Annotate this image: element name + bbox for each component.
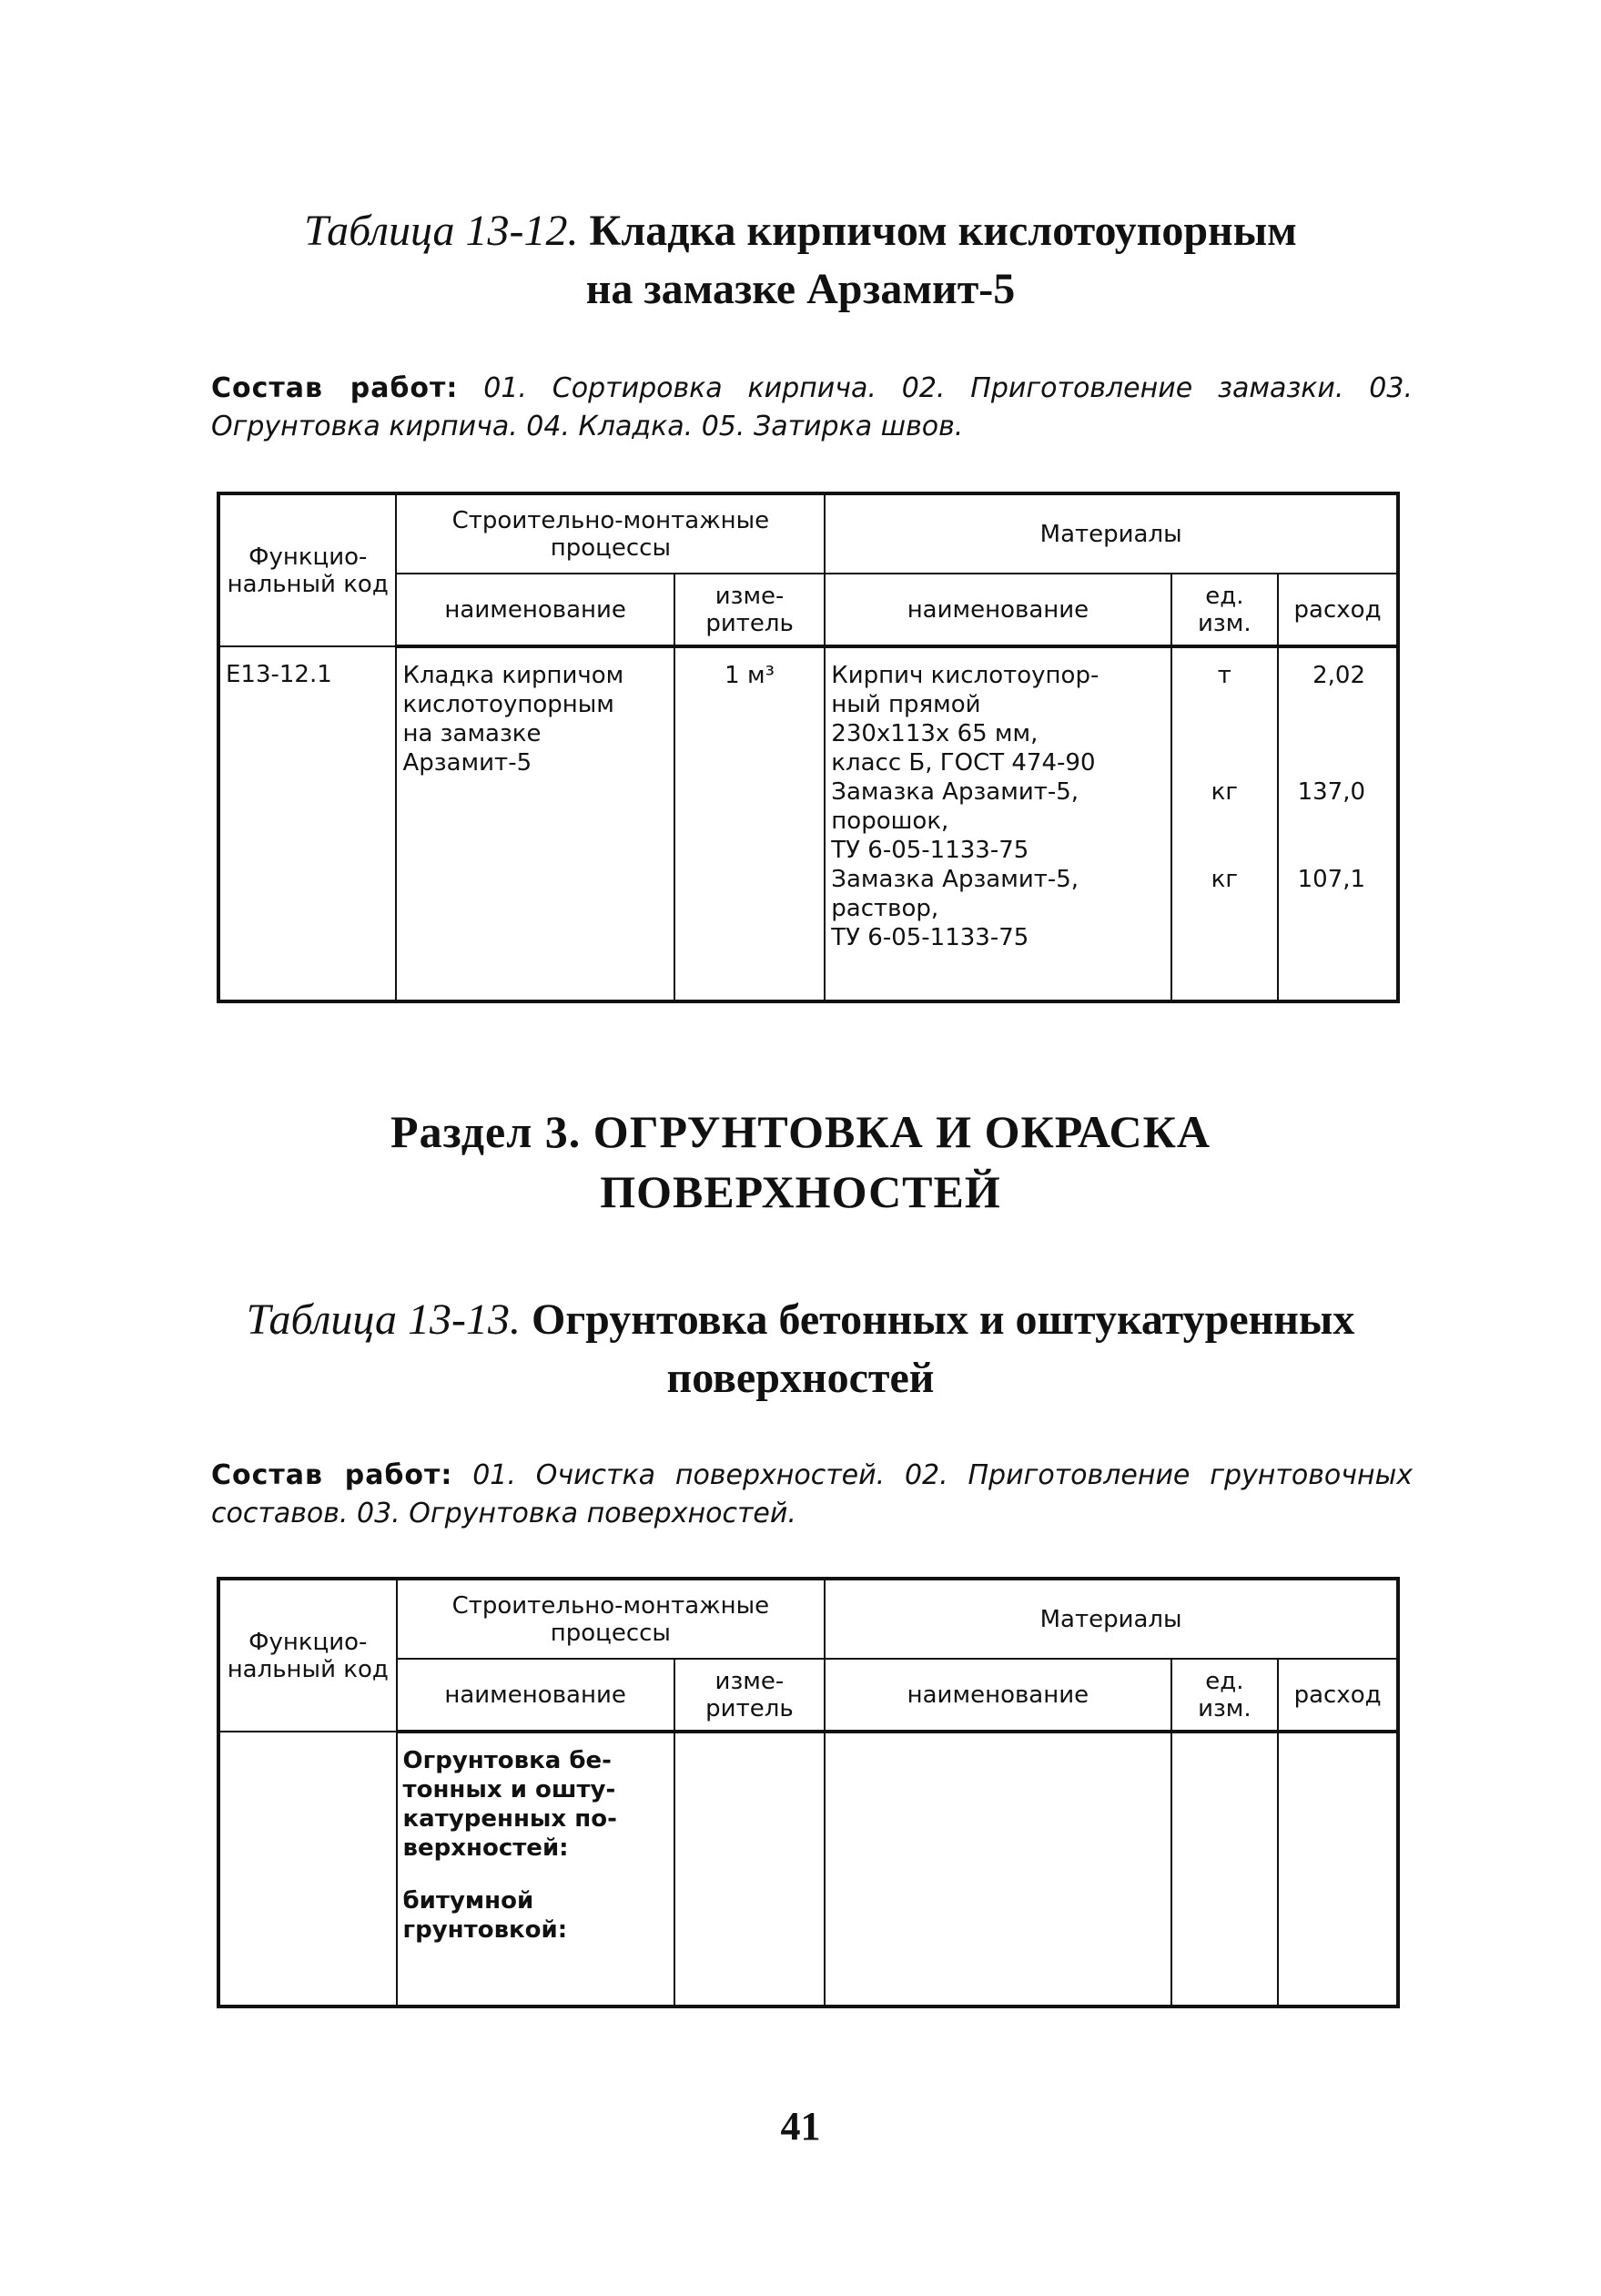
cell-materials — [825, 646, 1170, 1001]
header-process-name: наименование — [396, 574, 674, 646]
header-code: Функцио-нальный код — [218, 493, 396, 646]
table2-title-label: Таблица 13-13. — [246, 1295, 521, 1344]
header-materials: Материалы — [825, 493, 1398, 574]
cell-rates — [1278, 646, 1398, 1001]
header-processes: Строительно-монтажные процессы — [397, 1579, 826, 1659]
process-line: кислотоупорным — [402, 691, 614, 718]
material-line: ТУ 6-05-1133-75 — [831, 837, 1029, 864]
table-row — [218, 646, 1398, 1001]
header-material-name: наименование — [825, 1659, 1170, 1732]
header-process-name: наименование — [397, 1659, 674, 1732]
cell-units — [1171, 646, 1279, 1001]
material-line: Замазка Арзамит-5, — [831, 778, 1079, 806]
table2-title-line2: поверхностей — [666, 1354, 935, 1402]
rate-value: 107,1 — [1297, 866, 1365, 893]
material-line: Кирпич кислотоупор- — [831, 662, 1099, 689]
header-unit: ед. изм. — [1171, 574, 1279, 646]
table1-title-line2: на замазке Арзамит-5 — [585, 265, 1016, 313]
table1-work-composition — [211, 370, 1413, 446]
process-line: катуренных по- — [402, 1805, 617, 1833]
material-line: 230х113х 65 мм, — [831, 720, 1039, 747]
work-composition-label: Состав работ: — [211, 372, 459, 404]
section-heading-line1: Раздел 3. ОГРУНТОВКА И ОКРАСКА — [390, 1106, 1211, 1157]
cell-materials — [825, 1732, 1170, 2006]
process-line: тонных и ошту- — [402, 1776, 616, 1803]
section-heading-line2: ПОВЕРХНОСТЕЙ — [600, 1166, 1001, 1217]
process-line: на замазке — [402, 720, 542, 747]
table-13-12 — [217, 492, 1400, 1003]
process-line: грунтовкой: — [402, 1916, 568, 1944]
rate-value: 137,0 — [1297, 778, 1365, 806]
work-composition-label: Состав работ: — [211, 1459, 453, 1491]
header-material-name: наименование — [825, 574, 1170, 646]
table2-title-line1: Огрунтовка бетонных и оштукатуренных — [532, 1295, 1355, 1344]
material-line: Замазка Арзамит-5, — [831, 866, 1079, 893]
section-heading — [0, 1102, 1601, 1222]
unit-value: кг — [1211, 778, 1239, 806]
header-processes: Строительно-монтажные процессы — [396, 493, 825, 574]
table2-title — [0, 1291, 1601, 1407]
process-line: Арзамит-5 — [402, 749, 532, 777]
cell-code — [218, 1732, 397, 2006]
cell-units — [1171, 1732, 1279, 2006]
unit-value: т — [1217, 662, 1231, 689]
table2-work-composition — [211, 1457, 1413, 1533]
page-number: 41 — [780, 2104, 821, 2149]
material-line: класс Б, ГОСТ 474-90 — [831, 749, 1096, 777]
header-meter: изме-ритель — [674, 1659, 825, 1732]
table1-title-line1: Кладка кирпичом кислотоупорным — [589, 207, 1297, 255]
process-line: Огрунтовка бе- — [402, 1747, 612, 1774]
material-line: ТУ 6-05-1133-75 — [831, 924, 1029, 951]
cell-meter — [674, 1732, 825, 2006]
header-code: Функцио-нальный код — [218, 1579, 397, 1732]
rate-value: 2,02 — [1312, 662, 1365, 689]
header-materials: Материалы — [825, 1579, 1398, 1659]
material-line: ный прямой — [831, 691, 981, 718]
material-line: порошок, — [831, 808, 949, 835]
process-line: верхностей: — [402, 1834, 569, 1862]
work-composition-text: 01. Очистка поверхностей. 02. Приготовление грунтовочных составов. 03. Огрунтовка поверхностей. — [211, 1459, 1414, 1529]
unit-value: кг — [1211, 866, 1239, 893]
header-rate: расход — [1278, 1659, 1398, 1732]
table1-title — [0, 202, 1601, 319]
cell-meter: 1 м³ — [674, 646, 825, 1001]
work-composition-text: 01. Сортировка кирпича. 02. Приготовление замазки. 03. Огрунтовка кирпича. 04. Кладка. 05. Затирка швов. — [211, 372, 1413, 442]
cell-process — [397, 1732, 674, 2006]
cell-code: Е13-12.1 — [218, 646, 396, 1001]
process-line: Кладка кирпичом — [402, 662, 624, 689]
header-rate: расход — [1278, 574, 1398, 646]
table1-title-label: Таблица 13-12. — [304, 207, 579, 255]
header-unit: ед. изм. — [1171, 1659, 1279, 1732]
cell-process — [396, 646, 674, 1001]
header-meter: изме-ритель — [674, 574, 825, 646]
material-line: раствор, — [831, 895, 939, 922]
process-line: битумной — [402, 1887, 534, 1915]
table-13-13 — [217, 1577, 1400, 2008]
cell-rates — [1278, 1732, 1398, 2006]
table-row — [218, 1732, 1398, 2006]
